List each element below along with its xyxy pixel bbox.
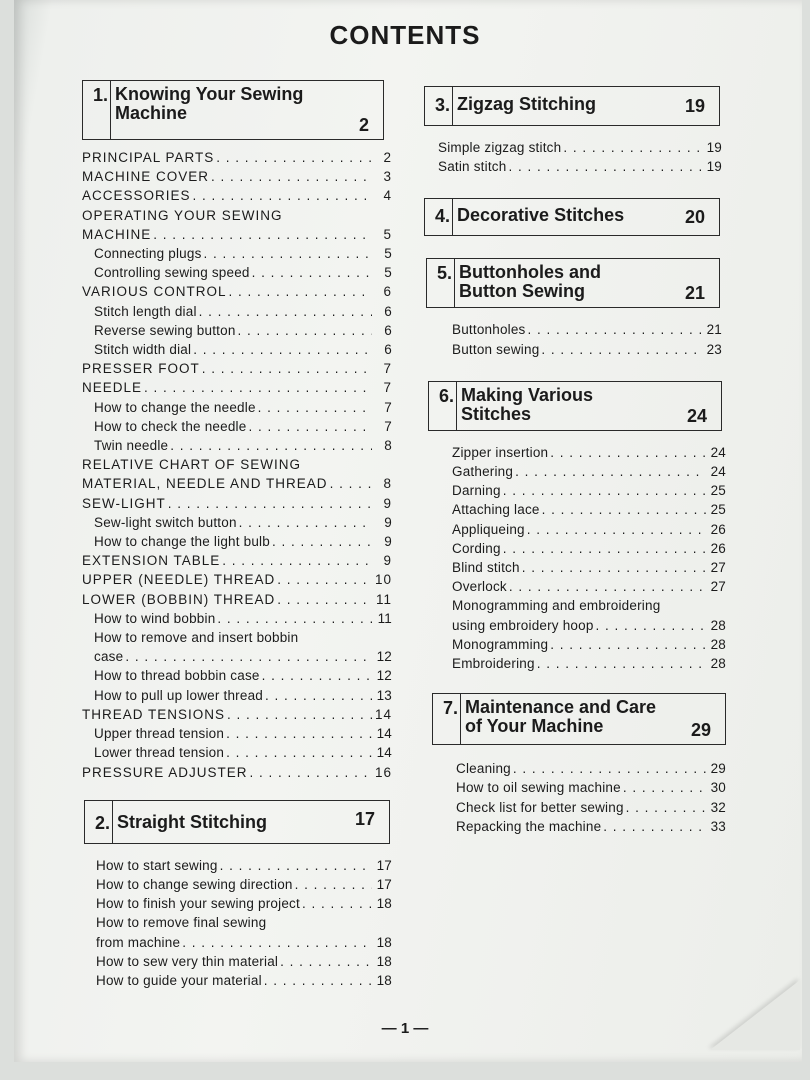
toc-entry-label: Upper thread tension [94, 726, 225, 742]
toc-entry [426, 157, 722, 176]
toc-entry [82, 225, 392, 244]
toc-entry [440, 462, 726, 481]
toc-entry-label: UPPER (NEEDLE) THREAD [82, 572, 276, 588]
toc-entry [82, 359, 392, 378]
section-2-header [84, 800, 390, 844]
dot-leader [542, 500, 706, 519]
toc-entry-page: 25 [710, 483, 726, 499]
section-number: 5. [427, 259, 455, 307]
toc-entry-page: 18 [376, 972, 392, 988]
dot-leader [265, 686, 372, 705]
dot-leader [603, 817, 706, 836]
toc-entry-label: EXTENSION TABLE [82, 553, 221, 569]
toc-entry-label: Simple zigzag stitch [438, 140, 562, 155]
section-6-header [428, 381, 722, 431]
toc-entry-label: How to start sewing [96, 857, 218, 873]
toc-entry-label: Overlock [452, 579, 507, 595]
toc-entry-label: Repacking the machine [456, 818, 602, 834]
toc-entry-label: Monogramming [452, 636, 549, 652]
toc-entry-page: 18 [376, 953, 392, 969]
toc-entry-label: How to oil sewing machine [456, 780, 621, 796]
toc-entry [84, 913, 392, 932]
left-column [82, 80, 392, 990]
dot-leader [522, 558, 706, 577]
dot-leader [222, 551, 372, 570]
section-title: Straight Stitching [117, 811, 268, 832]
section-4-header [424, 198, 720, 236]
dot-leader [226, 743, 372, 762]
toc-entry-page: 16 [374, 764, 392, 780]
dot-leader [264, 971, 372, 990]
toc-entry-page: 6 [384, 342, 392, 358]
toc-entry-page: 7 [383, 380, 392, 396]
toc-entry-label: VARIOUS CONTROL [82, 284, 227, 300]
toc-entry-page: 26 [710, 540, 726, 556]
dot-leader [508, 157, 702, 176]
dot-leader [204, 244, 372, 263]
toc-entry-page: 11 [375, 591, 392, 607]
dot-leader [268, 913, 390, 932]
dot-leader [550, 635, 706, 654]
toc-entry [82, 206, 392, 225]
toc-entry-page: 9 [384, 534, 392, 550]
toc-entry [440, 596, 726, 615]
toc-entry-page: 5 [384, 246, 392, 262]
toc-entry-page: 28 [710, 656, 726, 672]
toc-entry [82, 551, 392, 570]
toc-entry [82, 417, 392, 436]
toc-entry-page: 4 [383, 188, 392, 204]
section-5-header [426, 258, 720, 308]
toc-entry-label: Attaching lace [452, 502, 540, 518]
toc-entry-label: Controlling sewing speed [94, 265, 250, 281]
dot-leader [227, 705, 372, 724]
toc-entry-label: Blind stitch [452, 560, 520, 576]
toc-entry-page: 32 [710, 799, 726, 815]
dot-leader [285, 206, 390, 225]
toc-entry-label: SEW-LIGHT [82, 495, 166, 511]
toc-entry-page: 7 [384, 418, 392, 434]
dot-leader [258, 398, 372, 417]
dot-leader [513, 759, 706, 778]
toc-entry [82, 148, 392, 167]
toc-entry-page: 7 [383, 361, 392, 377]
toc-entry-page: 2 [383, 150, 392, 165]
toc-entry-page: 6 [384, 322, 392, 338]
toc-entry-page: 26 [710, 521, 726, 537]
dot-leader [277, 570, 372, 589]
toc-entry [426, 138, 722, 157]
toc-entry-page: 28 [710, 636, 726, 652]
section-2-entries [84, 856, 392, 990]
toc-entry [440, 320, 722, 339]
dot-leader [153, 225, 372, 244]
toc-entry-page: 24 [710, 444, 726, 460]
dot-leader [199, 302, 372, 321]
toc-entry-label: Appliqueing [452, 521, 525, 537]
toc-entry-label: Reverse sewing button [94, 322, 236, 338]
toc-entry-label: Cleaning [456, 761, 511, 777]
section-7-header [432, 693, 726, 745]
toc-entry [82, 609, 392, 628]
dot-leader [226, 724, 372, 743]
toc-entry [84, 894, 392, 913]
toc-entry-page: 28 [710, 617, 726, 633]
toc-entry-label: How to thread bobbin case [94, 668, 260, 684]
dot-leader [125, 647, 372, 666]
toc-entry-label: from machine [96, 934, 181, 950]
toc-entry-page: 9 [384, 514, 392, 530]
dot-leader [662, 596, 724, 615]
toc-entry-page: 27 [710, 579, 726, 595]
dot-leader [303, 455, 390, 474]
toc-entry [440, 539, 726, 558]
section-page: 24 [686, 405, 707, 426]
toc-entry [82, 378, 392, 397]
toc-entry [82, 474, 392, 493]
section-5-entries [440, 320, 722, 358]
dot-leader [193, 186, 372, 205]
toc-entry [82, 263, 392, 282]
toc-entry [440, 635, 726, 654]
toc-entry [82, 321, 392, 340]
section-page: 21 [684, 283, 705, 304]
section-page: 20 [684, 206, 705, 227]
folded-corner [710, 980, 800, 1050]
section-7-entries [444, 759, 726, 836]
toc-entry [82, 167, 392, 186]
toc-entry [444, 778, 726, 797]
toc-entry-page: 21 [706, 322, 722, 338]
right-column [424, 86, 730, 836]
toc-entry-page: 6 [384, 303, 392, 319]
toc-entry [84, 933, 392, 952]
toc-entry-label: OPERATING YOUR SEWING [82, 207, 283, 223]
toc-entry [82, 705, 392, 724]
toc-entry-page: 29 [710, 761, 726, 777]
section-3-entries [426, 138, 722, 176]
toc-entry [82, 244, 392, 263]
toc-entry-page: 9 [383, 495, 392, 511]
toc-entry-page: 14 [376, 726, 392, 742]
dot-leader [248, 417, 372, 436]
toc-entry-label: LOWER (BOBBIN) THREAD [82, 591, 276, 607]
toc-entry [82, 724, 392, 743]
toc-entry-page: 6 [383, 284, 392, 300]
toc-entry-label: using embroidery hoop [452, 617, 594, 633]
toc-entry-label: Embroidering [452, 656, 535, 672]
toc-entry-label: Connecting plugs [94, 246, 202, 262]
dot-leader [216, 148, 372, 167]
toc-entry-label: How to finish your sewing project [96, 896, 300, 912]
toc-entry-label: Lower thread tension [94, 745, 225, 761]
dot-leader [238, 321, 372, 340]
dot-leader [280, 952, 372, 971]
toc-entry-page: 33 [710, 818, 726, 834]
toc-entry [440, 500, 726, 519]
toc-entry [440, 520, 726, 539]
dot-leader [229, 282, 372, 301]
section-number: 1. [83, 81, 111, 139]
dot-leader [330, 474, 372, 493]
toc-entry [440, 616, 726, 635]
toc-entry [82, 570, 392, 589]
page-title: CONTENTS [329, 20, 481, 50]
toc-entry-page: 3 [383, 169, 392, 185]
toc-entry-page: 5 [384, 265, 392, 281]
dot-leader [623, 778, 706, 797]
section-title: Maintenance and Care of Your Machine [465, 697, 657, 737]
page-number: — 1 — [381, 1020, 429, 1037]
toc-entry-page: 19 [706, 140, 722, 155]
toc-entry-page: 13 [376, 687, 392, 703]
toc-entry-label: NEEDLE [82, 380, 143, 396]
dot-leader [168, 494, 372, 513]
toc-entry [440, 654, 726, 673]
section-number: 2. [85, 801, 113, 843]
toc-entry-page: 14 [376, 745, 392, 761]
toc-entry-label: Twin needle [94, 438, 169, 454]
dot-leader [563, 138, 702, 157]
toc-entry-page: 14 [374, 706, 392, 722]
section-1-entries [82, 148, 392, 782]
toc-entry [444, 817, 726, 836]
toc-entry-label: How to sew very thin material [96, 953, 279, 969]
section-page: 29 [690, 720, 711, 741]
dot-leader [626, 798, 706, 817]
dot-leader [250, 763, 372, 782]
toc-entry-label: Gathering [452, 464, 514, 480]
toc-entry-page: 7 [384, 399, 392, 415]
section-page: 17 [354, 808, 375, 829]
dot-leader [217, 609, 372, 628]
toc-entry-page: 12 [376, 649, 392, 665]
toc-entry [82, 628, 392, 647]
section-title: Knowing Your Sewing Machine [115, 84, 304, 123]
toc-entry [82, 186, 392, 205]
dot-leader [509, 577, 706, 596]
section-page: 2 [358, 115, 369, 135]
dot-leader [252, 263, 372, 282]
toc-entry-label: Satin stitch [438, 159, 507, 175]
toc-entry-label: RELATIVE CHART OF SEWING [82, 457, 302, 473]
toc-entry-page: 18 [376, 934, 392, 950]
dot-leader [503, 481, 706, 500]
section-title: Zigzag Stitching [457, 94, 597, 114]
toc-entry-page: 27 [710, 560, 726, 576]
toc-entry [82, 340, 392, 359]
dot-leader [144, 378, 372, 397]
dot-leader [239, 513, 372, 532]
toc-entry-label: How to pull up lower thread [94, 687, 263, 703]
dot-leader [193, 340, 372, 359]
toc-entry-page: 9 [383, 553, 392, 569]
toc-entry-page: 25 [710, 502, 726, 518]
toc-entry-label: PRESSURE ADJUSTER [82, 764, 248, 780]
section-1-header [82, 80, 384, 140]
toc-entry-label: How to change sewing direction [96, 876, 293, 892]
toc-entry-label: Stitch width dial [94, 342, 192, 358]
toc-entry [82, 436, 392, 455]
dot-leader [515, 462, 706, 481]
dot-leader [277, 590, 372, 609]
toc-entry-label: How to remove final sewing [96, 915, 267, 931]
section-number: 4. [425, 199, 453, 235]
toc-entry [82, 666, 392, 685]
toc-entry-label: How to check the needle [94, 418, 247, 434]
toc-entry-page: 18 [376, 896, 392, 912]
dot-leader [541, 340, 702, 359]
toc-entry-label: Buttonholes [452, 322, 526, 338]
section-title: Buttonholes and Button Sewing [459, 262, 602, 302]
dot-leader [202, 359, 372, 378]
toc-entry-label: Darning [452, 483, 501, 499]
toc-entry-label: Stitch length dial [94, 303, 197, 319]
section-page: 19 [684, 95, 705, 116]
toc-entry-label: MACHINE [82, 226, 152, 242]
toc-entry [440, 443, 726, 462]
dot-leader [528, 320, 702, 339]
toc-entry-label: Sew-light switch button [94, 514, 237, 530]
toc-entry-label: Monogramming and embroidering [452, 598, 661, 614]
toc-entry-page: 30 [710, 780, 726, 796]
dot-leader [503, 539, 706, 558]
toc-entry [82, 532, 392, 551]
toc-entry [440, 340, 722, 359]
toc-entry [440, 558, 726, 577]
toc-entry-label: Zipper insertion [452, 444, 549, 460]
toc-entry-page: 23 [706, 341, 722, 357]
toc-entry-label: Button sewing [452, 341, 540, 357]
toc-entry [82, 647, 392, 666]
toc-entry-label: How to change the light bulb [94, 534, 270, 550]
toc-entry [82, 743, 392, 762]
toc-entry [440, 481, 726, 500]
dot-leader [537, 654, 706, 673]
toc-entry-label: Cording [452, 540, 501, 556]
toc-entry-label: How to wind bobbin [94, 610, 216, 626]
toc-entry [82, 686, 392, 705]
toc-entry [84, 856, 392, 875]
dot-leader [182, 933, 372, 952]
toc-entry [84, 971, 392, 990]
dot-leader [295, 875, 372, 894]
toc-entry-page: 17 [376, 857, 392, 873]
toc-entry-page: 8 [383, 476, 392, 492]
toc-entry-label: Check list for better sewing [456, 799, 624, 815]
toc-entry-label: MACHINE COVER [82, 169, 210, 185]
toc-entry-page: 17 [376, 876, 392, 892]
toc-entry [82, 494, 392, 513]
dot-leader [596, 616, 706, 635]
toc-entry [440, 577, 726, 596]
toc-entry-label: PRESSER FOOT [82, 361, 200, 377]
dot-leader [550, 443, 706, 462]
toc-entry-page: 10 [374, 572, 392, 588]
dot-leader [170, 436, 372, 455]
toc-entry [444, 759, 726, 778]
toc-entry [84, 875, 392, 894]
dot-leader [272, 532, 372, 551]
dot-leader [302, 894, 372, 913]
toc-entry [82, 513, 392, 532]
toc-entry-label: How to guide your material [96, 972, 262, 988]
section-number: 7. [433, 694, 461, 744]
toc-entry [82, 302, 392, 321]
dot-leader [262, 666, 372, 685]
toc-entry [82, 282, 392, 301]
toc-entry-page: 11 [377, 610, 392, 626]
toc-entry [82, 763, 392, 782]
dot-leader [220, 856, 372, 875]
section-number: 3. [425, 87, 453, 125]
toc-entry-label: ACCESSORIES [82, 188, 191, 204]
toc-entry-page: 5 [383, 226, 392, 242]
section-3-header [424, 86, 720, 126]
toc-entry-page: 19 [706, 159, 722, 175]
toc-entry-page: 8 [384, 438, 392, 454]
toc-entry-page: 24 [710, 464, 726, 480]
toc-entry-label: THREAD TENSIONS [82, 706, 226, 722]
toc-entry-page: 12 [376, 668, 392, 684]
toc-entry [82, 455, 392, 474]
toc-entry-label: How to change the needle [94, 399, 256, 415]
section-title: Making Various Stitches [461, 384, 594, 424]
toc-entry-label: How to remove and insert bobbin [94, 630, 299, 646]
toc-entry [444, 798, 726, 817]
toc-entry-label: PRINCIPAL PARTS [82, 150, 215, 165]
section-6-entries [440, 443, 726, 673]
dot-leader [300, 628, 390, 647]
dot-leader [527, 520, 706, 539]
dot-leader [211, 167, 372, 186]
toc-entry [84, 952, 392, 971]
toc-entry-label: case [94, 649, 124, 665]
toc-entry [82, 398, 392, 417]
toc-entry-label: MATERIAL, NEEDLE AND THREAD [82, 476, 328, 492]
toc-entry [82, 590, 392, 609]
section-number: 6. [429, 382, 457, 430]
section-title: Decorative Stitches [457, 205, 625, 226]
